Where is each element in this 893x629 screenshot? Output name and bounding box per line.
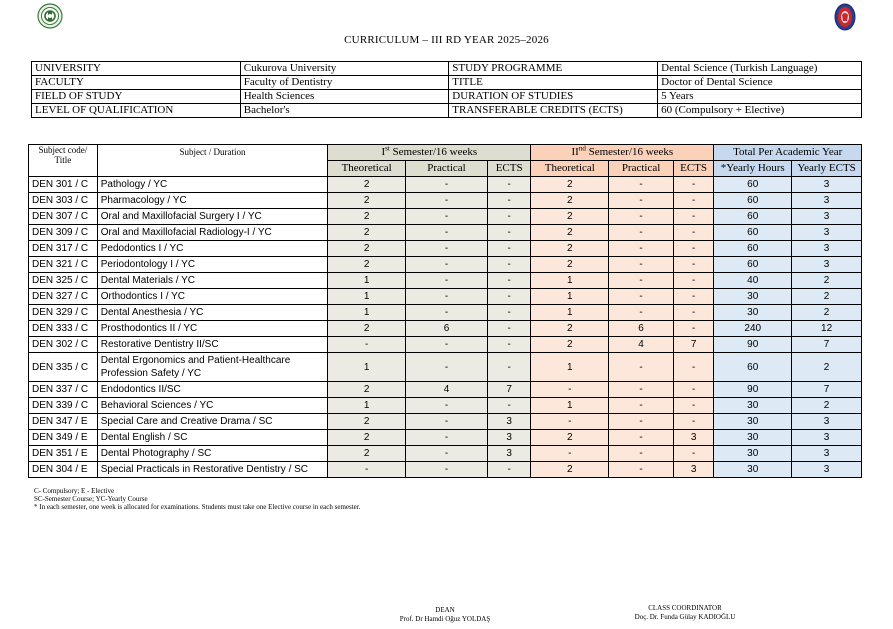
info-value: Bachelor's — [240, 104, 449, 118]
subject-cell: Pedodontics I / YC — [97, 241, 327, 257]
yearly-ects-cell: 12 — [792, 321, 862, 337]
subject-cell: Dental Materials / YC — [97, 273, 327, 289]
info-label: TRANSFERABLE CREDITS (ECTS) — [449, 104, 658, 118]
code-cell: DEN 335 / C — [29, 353, 98, 382]
code-cell: DEN 321 / C — [29, 257, 98, 273]
s1-theoretical-cell: 1 — [328, 273, 406, 289]
subject-cell: Dental Photography / SC — [97, 446, 327, 462]
header-semester-1: Ist Semester/16 weeks — [328, 145, 531, 161]
s1-theoretical-cell: 2 — [328, 321, 406, 337]
yearly-hours-cell: 30 — [714, 462, 792, 478]
subject-cell: Special Practicals in Restorative Dentistry / SC — [97, 462, 327, 478]
s1-practical-cell: - — [406, 289, 488, 305]
header-s2-theoretical: Theoretical — [531, 161, 609, 177]
s1-practical-cell: - — [406, 398, 488, 414]
s1-ects-cell: - — [487, 273, 530, 289]
s2-theoretical-cell: - — [531, 446, 609, 462]
s2-theoretical-cell: 2 — [531, 225, 609, 241]
s1-theoretical-cell: 1 — [328, 305, 406, 321]
table-row — [29, 289, 862, 305]
info-label: DURATION OF STUDIES — [449, 90, 658, 104]
s2-ects-cell: 3 — [673, 462, 713, 478]
s1-ects-cell: 3 — [487, 414, 530, 430]
yearly-ects-cell: 3 — [792, 225, 862, 241]
s2-theoretical-cell: 2 — [531, 257, 609, 273]
s1-practical-cell: - — [406, 414, 488, 430]
s2-ects-cell: - — [673, 446, 713, 462]
subject-cell: Behavioral Sciences / YC — [97, 398, 327, 414]
s2-ects-cell: - — [673, 353, 713, 382]
code-cell: DEN 337 / C — [29, 382, 98, 398]
header-s2-ects: ECTS — [673, 161, 713, 177]
s1-ects-cell: - — [487, 321, 530, 337]
footnotes — [34, 487, 360, 511]
yearly-hours-cell: 60 — [714, 353, 792, 382]
s1-practical-cell: - — [406, 241, 488, 257]
s2-ects-cell: - — [673, 193, 713, 209]
s2-theoretical-cell: 2 — [531, 430, 609, 446]
info-row — [32, 76, 862, 90]
s1-ects-cell: - — [487, 257, 530, 273]
s2-practical-cell: - — [609, 414, 674, 430]
info-label: UNIVERSITY — [32, 62, 241, 76]
table-row — [29, 337, 862, 353]
s1-ects-cell: - — [487, 177, 530, 193]
info-value: Dental Science (Turkish Language) — [658, 62, 862, 76]
info-row — [32, 104, 862, 118]
s2-theoretical-cell: 2 — [531, 209, 609, 225]
s1-ects-cell: - — [487, 398, 530, 414]
s2-practical-cell: - — [609, 273, 674, 289]
s2-ects-cell: - — [673, 382, 713, 398]
s2-practical-cell: - — [609, 398, 674, 414]
s2-practical-cell: - — [609, 257, 674, 273]
header-s1-practical: Practical — [406, 161, 488, 177]
s1-theoretical-cell: 2 — [328, 257, 406, 273]
code-cell: DEN 325 / C — [29, 273, 98, 289]
code-cell: DEN 333 / C — [29, 321, 98, 337]
s2-theoretical-cell: 2 — [531, 462, 609, 478]
yearly-ects-cell: 3 — [792, 462, 862, 478]
code-cell: DEN 301 / C — [29, 177, 98, 193]
s1-practical-cell: - — [406, 193, 488, 209]
info-value: Doctor of Dental Science — [658, 76, 862, 90]
yearly-ects-cell: 2 — [792, 305, 862, 321]
subject-cell: Pathology / YC — [97, 177, 327, 193]
s1-practical-cell: - — [406, 225, 488, 241]
s1-theoretical-cell: 1 — [328, 289, 406, 305]
s2-ects-cell: - — [673, 414, 713, 430]
s2-ects-cell: - — [673, 257, 713, 273]
s1-practical-cell: - — [406, 209, 488, 225]
s1-practical-cell: - — [406, 273, 488, 289]
dean-role: DEAN — [435, 606, 455, 614]
yearly-hours-cell: 30 — [714, 446, 792, 462]
s1-theoretical-cell: 2 — [328, 193, 406, 209]
coordinator-signature — [620, 604, 750, 622]
yearly-hours-cell: 60 — [714, 257, 792, 273]
yearly-hours-cell: 30 — [714, 289, 792, 305]
yearly-ects-cell: 3 — [792, 446, 862, 462]
s2-theoretical-cell: 2 — [531, 321, 609, 337]
s1-ects-cell: 3 — [487, 446, 530, 462]
s1-ects-cell: - — [487, 193, 530, 209]
header-s2-practical: Practical — [609, 161, 674, 177]
header-subject-duration: Subject / Duration — [97, 145, 327, 177]
s1-ects-cell: 3 — [487, 430, 530, 446]
yearly-hours-cell: 60 — [714, 193, 792, 209]
yearly-hours-cell: 30 — [714, 398, 792, 414]
table-row — [29, 430, 862, 446]
s1-theoretical-cell: 2 — [328, 446, 406, 462]
yearly-hours-cell: 30 — [714, 414, 792, 430]
s1-ects-cell: - — [487, 353, 530, 382]
s1-theoretical-cell: 2 — [328, 241, 406, 257]
yearly-hours-cell: 60 — [714, 225, 792, 241]
table-row — [29, 305, 862, 321]
s2-theoretical-cell: - — [531, 414, 609, 430]
yearly-ects-cell: 3 — [792, 257, 862, 273]
faculty-emblem-icon — [834, 3, 856, 31]
s2-ects-cell: - — [673, 289, 713, 305]
s1-ects-cell: - — [487, 337, 530, 353]
s2-theoretical-cell: 1 — [531, 305, 609, 321]
dean-signature — [385, 606, 505, 624]
yearly-ects-cell: 2 — [792, 353, 862, 382]
s2-theoretical-cell: - — [531, 382, 609, 398]
s2-theoretical-cell: 2 — [531, 193, 609, 209]
s1-practical-cell: 6 — [406, 321, 488, 337]
info-label: FACULTY — [32, 76, 241, 90]
s2-theoretical-cell: 1 — [531, 353, 609, 382]
yearly-hours-cell: 60 — [714, 209, 792, 225]
s2-ects-cell: - — [673, 177, 713, 193]
yearly-hours-cell: 60 — [714, 177, 792, 193]
yearly-hours-cell: 40 — [714, 273, 792, 289]
coordinator-name: Doç. Dr. Funda Gülay KADIOĞLU — [634, 613, 736, 621]
s2-practical-cell: 6 — [609, 321, 674, 337]
table-row — [29, 414, 862, 430]
s2-practical-cell: - — [609, 209, 674, 225]
info-row — [32, 62, 862, 76]
s2-practical-cell: - — [609, 382, 674, 398]
yearly-hours-cell: 240 — [714, 321, 792, 337]
subject-cell: Prosthodontics II / YC — [97, 321, 327, 337]
code-cell: DEN 302 / C — [29, 337, 98, 353]
yearly-ects-cell: 3 — [792, 414, 862, 430]
s1-practical-cell: - — [406, 305, 488, 321]
s2-practical-cell: - — [609, 353, 674, 382]
footnote-abbrev-type: C- Compulsory; E - Elective — [34, 487, 115, 495]
s2-ects-cell: - — [673, 273, 713, 289]
table-row — [29, 209, 862, 225]
s1-theoretical-cell: - — [328, 337, 406, 353]
code-cell: DEN 317 / C — [29, 241, 98, 257]
s2-theoretical-cell: 2 — [531, 241, 609, 257]
document-title: CURRICULUM – III RD YEAR 2025–2026 — [344, 34, 549, 46]
code-cell: DEN 309 / C — [29, 225, 98, 241]
code-cell: DEN 307 / C — [29, 209, 98, 225]
s1-ects-cell: - — [487, 305, 530, 321]
programme-info-table — [31, 61, 862, 118]
s2-practical-cell: - — [609, 225, 674, 241]
table-row — [29, 353, 862, 382]
s2-practical-cell: - — [609, 177, 674, 193]
yearly-hours-cell: 30 — [714, 305, 792, 321]
header-total-year: Total Per Academic Year — [714, 145, 862, 161]
yearly-ects-cell: 2 — [792, 289, 862, 305]
s2-practical-cell: - — [609, 289, 674, 305]
s2-theoretical-cell: 2 — [531, 337, 609, 353]
subject-cell: Oral and Maxillofacial Radiology-I / YC — [97, 225, 327, 241]
s1-theoretical-cell: 2 — [328, 209, 406, 225]
s1-theoretical-cell: 2 — [328, 177, 406, 193]
header-subject-code: Subject code/ Title — [29, 145, 98, 177]
s1-practical-cell: - — [406, 177, 488, 193]
subject-cell: Orthodontics I / YC — [97, 289, 327, 305]
yearly-ects-cell: 2 — [792, 398, 862, 414]
code-cell: DEN 339 / C — [29, 398, 98, 414]
s1-theoretical-cell: - — [328, 462, 406, 478]
subject-cell: Periodontology I / YC — [97, 257, 327, 273]
s1-ects-cell: - — [487, 289, 530, 305]
code-cell: DEN 304 / E — [29, 462, 98, 478]
info-value: Faculty of Dentistry — [240, 76, 449, 90]
info-value: Cukurova University — [240, 62, 449, 76]
subject-cell: Special Care and Creative Drama / SC — [97, 414, 327, 430]
s2-ects-cell: - — [673, 398, 713, 414]
yearly-ects-cell: 7 — [792, 337, 862, 353]
s2-practical-cell: - — [609, 241, 674, 257]
s1-theoretical-cell: 1 — [328, 353, 406, 382]
yearly-ects-cell: 3 — [792, 193, 862, 209]
subject-cell: Dental English / SC — [97, 430, 327, 446]
subject-cell: Oral and Maxillofacial Surgery I / YC — [97, 209, 327, 225]
s1-practical-cell: - — [406, 446, 488, 462]
yearly-hours-cell: 90 — [714, 382, 792, 398]
yearly-hours-cell: 90 — [714, 337, 792, 353]
table-row — [29, 241, 862, 257]
curriculum-table — [28, 144, 862, 478]
code-cell: DEN 327 / C — [29, 289, 98, 305]
s2-ects-cell: 3 — [673, 430, 713, 446]
info-label: STUDY PROGRAMME — [449, 62, 658, 76]
code-cell: DEN 349 / E — [29, 430, 98, 446]
university-seal-icon — [37, 3, 63, 29]
code-cell: DEN 303 / C — [29, 193, 98, 209]
s2-practical-cell: - — [609, 446, 674, 462]
code-cell: DEN 347 / E — [29, 414, 98, 430]
s1-ects-cell: - — [487, 462, 530, 478]
yearly-ects-cell: 2 — [792, 273, 862, 289]
s1-practical-cell: 4 — [406, 382, 488, 398]
s1-ects-cell: - — [487, 209, 530, 225]
s2-practical-cell: - — [609, 462, 674, 478]
footnote-abbrev-course: SC-Semester Course; YC-Yearly Course — [34, 495, 148, 503]
s2-ects-cell: - — [673, 305, 713, 321]
subject-cell: Pharmacology / YC — [97, 193, 327, 209]
table-row — [29, 193, 862, 209]
yearly-hours-cell: 30 — [714, 430, 792, 446]
s1-practical-cell: - — [406, 353, 488, 382]
s2-practical-cell: - — [609, 430, 674, 446]
header-s1-ects: ECTS — [487, 161, 530, 177]
s1-practical-cell: - — [406, 337, 488, 353]
table-row — [29, 177, 862, 193]
s1-ects-cell: 7 — [487, 382, 530, 398]
table-row — [29, 225, 862, 241]
s2-theoretical-cell: 1 — [531, 398, 609, 414]
s2-practical-cell: - — [609, 305, 674, 321]
code-cell: DEN 329 / C — [29, 305, 98, 321]
yearly-ects-cell: 3 — [792, 209, 862, 225]
s2-ects-cell: - — [673, 209, 713, 225]
yearly-ects-cell: 7 — [792, 382, 862, 398]
s2-ects-cell: - — [673, 225, 713, 241]
s2-theoretical-cell: 1 — [531, 289, 609, 305]
header-semester-2: IInd Semester/16 weeks — [531, 145, 714, 161]
subject-cell: Endodontics II/SC — [97, 382, 327, 398]
s2-theoretical-cell: 2 — [531, 177, 609, 193]
header-s1-theoretical: Theoretical — [328, 161, 406, 177]
dean-name: Prof. Dr Hamdi Oğuz YOLDAŞ — [399, 615, 491, 623]
s1-theoretical-cell: 2 — [328, 430, 406, 446]
coordinator-role: CLASS COORDINATOR — [648, 604, 722, 612]
s1-practical-cell: - — [406, 430, 488, 446]
info-value: Health Sciences — [240, 90, 449, 104]
yearly-hours-cell: 60 — [714, 241, 792, 257]
s2-ects-cell: - — [673, 241, 713, 257]
s1-ects-cell: - — [487, 225, 530, 241]
yearly-ects-cell: 3 — [792, 241, 862, 257]
footnote-exam-note: * In each semester, one week is allocated for examinations. Students must take one Elective course in each semester. — [34, 503, 361, 511]
table-row — [29, 398, 862, 414]
info-value: 60 (Compulsory + Elective) — [658, 104, 862, 118]
code-cell: DEN 351 / E — [29, 446, 98, 462]
subject-cell: Restorative Dentistry II/SC — [97, 337, 327, 353]
info-row — [32, 90, 862, 104]
s1-theoretical-cell: 2 — [328, 225, 406, 241]
s2-theoretical-cell: 1 — [531, 273, 609, 289]
header-yearly-ects: Yearly ECTS — [792, 161, 862, 177]
table-row — [29, 273, 862, 289]
subject-cell: Dental Ergonomics and Patient-Healthcare Profession Safety / YC — [97, 353, 327, 382]
s1-theoretical-cell: 1 — [328, 398, 406, 414]
s2-ects-cell: 7 — [673, 337, 713, 353]
s1-ects-cell: - — [487, 241, 530, 257]
header-yearly-hours: *Yearly Hours — [714, 161, 792, 177]
info-label: LEVEL OF QUALIFICATION — [32, 104, 241, 118]
s1-practical-cell: - — [406, 462, 488, 478]
s2-ects-cell: - — [673, 321, 713, 337]
yearly-ects-cell: 3 — [792, 177, 862, 193]
table-row — [29, 462, 862, 478]
s1-theoretical-cell: 2 — [328, 414, 406, 430]
table-row — [29, 382, 862, 398]
s1-practical-cell: - — [406, 257, 488, 273]
table-row — [29, 446, 862, 462]
table-row — [29, 321, 862, 337]
info-label: TITLE — [449, 76, 658, 90]
info-label: FIELD OF STUDY — [32, 90, 241, 104]
s2-practical-cell: - — [609, 193, 674, 209]
table-row — [29, 257, 862, 273]
s1-theoretical-cell: 2 — [328, 382, 406, 398]
yearly-ects-cell: 3 — [792, 430, 862, 446]
subject-cell: Dental Anesthesia / YC — [97, 305, 327, 321]
info-value: 5 Years — [658, 90, 862, 104]
s2-practical-cell: 4 — [609, 337, 674, 353]
